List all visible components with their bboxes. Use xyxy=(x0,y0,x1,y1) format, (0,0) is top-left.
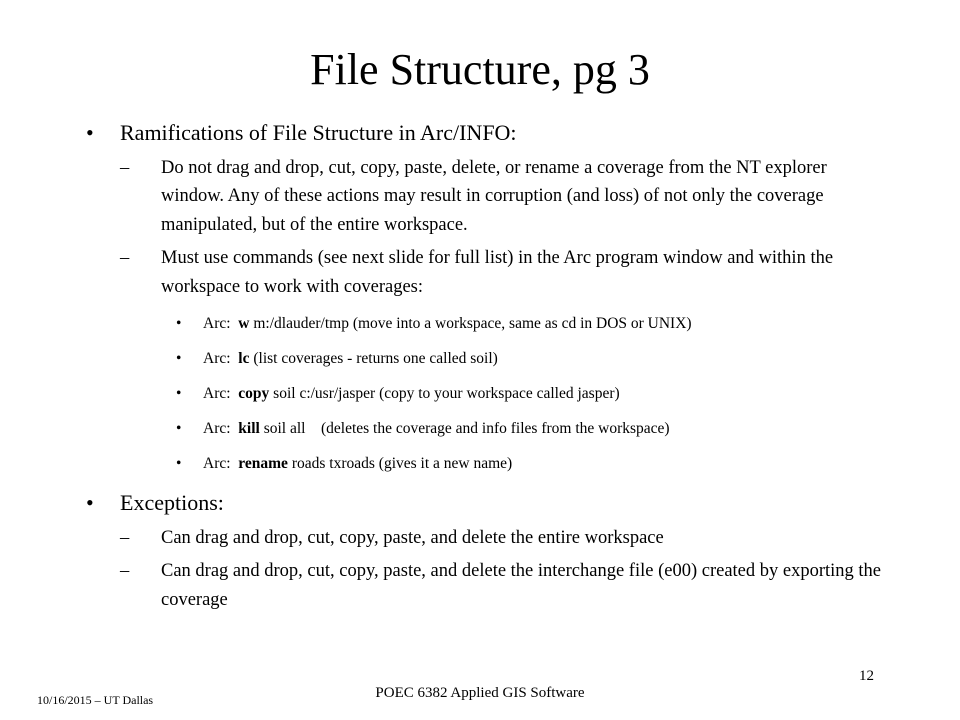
command-name: lc xyxy=(238,350,250,368)
command-prefix: Arc: xyxy=(203,385,231,403)
sub-bullet-text: Can drag and drop, cut, copy, paste, and delete the entire workspace xyxy=(161,528,664,549)
command-description: roads txroads (gives it a new name) xyxy=(291,455,513,473)
command-name: copy xyxy=(238,385,270,403)
command-prefix: Arc: xyxy=(203,455,231,473)
command-prefix: Arc: xyxy=(203,420,231,438)
command-item-copy xyxy=(176,383,886,405)
bullet-mark: • xyxy=(86,120,94,145)
page-number: 12 xyxy=(859,668,874,684)
bullet-mark: • xyxy=(176,315,182,333)
command-name: rename xyxy=(238,455,288,473)
bullet-exceptions xyxy=(86,488,886,518)
command-description: soil all (deletes the coverage and info files from the workspace) xyxy=(263,420,670,438)
dash-mark: – xyxy=(120,561,130,582)
sub-bullet-text: Can drag and drop, cut, copy, paste, and delete the interchange file (e00) created by exporting the coverage xyxy=(161,561,882,610)
bullet-text: Exceptions: xyxy=(120,490,224,516)
command-description: (list coverages - returns one called soil) xyxy=(253,350,498,368)
sub-bullet-text: Must use commands (see next slide for full list) in the Arc program window and within the workspace to work with coverages: xyxy=(161,248,834,297)
slide-body xyxy=(86,118,886,619)
command-description: soil c:/usr/jasper (copy to your workspace called jasper) xyxy=(273,385,620,403)
bullet-mark: • xyxy=(176,420,182,438)
command-prefix: Arc: xyxy=(203,315,231,333)
bullet-text: Ramifications of File Structure in Arc/INFO: xyxy=(120,120,517,145)
dash-mark: – xyxy=(120,158,130,178)
dash-mark: – xyxy=(120,248,130,269)
footer-date: 10/16/2015 – UT Dallas xyxy=(37,693,154,707)
bullet-mark: • xyxy=(176,350,182,368)
sub-bullet-no-drag xyxy=(120,154,886,239)
command-item-rename xyxy=(176,453,886,475)
bullet-mark: • xyxy=(176,455,182,473)
bullet-mark: • xyxy=(176,385,182,403)
bullet-ramifications xyxy=(86,118,886,148)
sub-bullet-workspace xyxy=(120,524,886,552)
footer-course: POEC 6382 Applied GIS Software xyxy=(375,685,585,701)
command-item-w xyxy=(176,313,886,335)
dash-mark: – xyxy=(120,528,130,549)
bullet-mark: • xyxy=(86,490,94,516)
command-description: m:/dlauder/tmp (move into a workspace, same as cd in DOS or UNIX) xyxy=(253,315,692,333)
slide-title: File Structure, pg 3 xyxy=(310,45,650,94)
command-item-lc xyxy=(176,348,886,370)
command-prefix: Arc: xyxy=(203,350,231,368)
command-name: kill xyxy=(238,420,260,438)
sub-bullet-text: Do not drag and drop, cut, copy, paste, delete, or rename a coverage from the NT explorer window. Any of these actions may result in corruption (and loss) of not only the coverage manipulated, but of the entire workspace. xyxy=(161,158,827,235)
command-name: w xyxy=(238,315,250,333)
sub-bullet-must-use-commands xyxy=(120,244,886,301)
sub-bullet-interchange-file xyxy=(120,557,886,614)
command-item-kill xyxy=(176,418,886,440)
